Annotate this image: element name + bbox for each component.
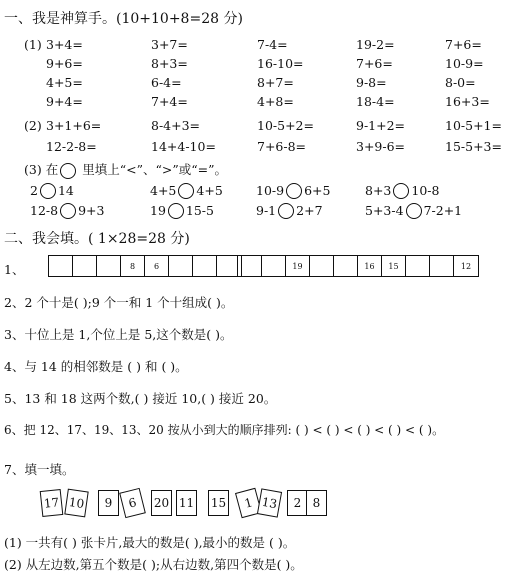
circle-icon [60, 163, 76, 179]
compare-right: 2+7 [296, 203, 323, 218]
part3-instr-after: 里填上“<”、“>”或“=”。 [82, 162, 227, 177]
problem-cell: 3+1+6= [46, 118, 102, 133]
compare-right: 6+5 [304, 183, 331, 198]
problem-cell: 9+4= [46, 94, 83, 109]
problem-cell: 15-5+3= [445, 139, 502, 154]
strip-cell[interactable] [310, 256, 334, 276]
problem-cell: 10-5+2= [257, 118, 314, 133]
part3-instruction [24, 160, 227, 179]
q7-sub1: (1) 一共有( ) 张卡片,最大的数是( ),最小的数是 ( )。 [4, 535, 296, 550]
strip-cell[interactable]: 6 [145, 256, 169, 276]
problem-cell: 7+4= [151, 94, 188, 109]
problem-cell: 8-4+3= [151, 118, 201, 133]
compare-item [256, 202, 323, 219]
strip-cell[interactable] [262, 256, 286, 276]
problem-cell: 9-1+2= [356, 118, 406, 133]
problem-cell: 7-4= [257, 37, 288, 52]
answer-circle[interactable] [406, 203, 422, 219]
part3-instr-before: 在 [45, 162, 59, 177]
number-card: 10 [64, 489, 88, 518]
problem-cell: 6-4= [151, 75, 182, 90]
strip-cell[interactable]: 19 [286, 256, 310, 276]
problem-cell: 9-8= [356, 75, 387, 90]
problem-cell: 4+8= [257, 94, 294, 109]
q4-text: 4、与 14 的相邻数是 ( ) 和 ( )。 [4, 359, 188, 374]
problem-cell: 7+6= [445, 37, 482, 52]
answer-circle[interactable] [60, 203, 76, 219]
strip-cell[interactable] [238, 256, 262, 276]
strip-cell[interactable]: 16 [358, 256, 382, 276]
number-card: 17 [40, 489, 64, 517]
problem-cell: 12-2-8= [46, 139, 97, 154]
problem-cell: 16+3= [445, 94, 490, 109]
answer-circle[interactable] [178, 183, 194, 199]
problem-cell: 3+7= [151, 37, 188, 52]
part1-label: (1) [24, 37, 42, 52]
number-card: 2 [287, 490, 308, 516]
answer-circle[interactable] [168, 203, 184, 219]
q7-title: 7、填一填。 [4, 462, 75, 477]
answer-circle[interactable] [286, 183, 302, 199]
problem-cell: 3+9-6= [356, 139, 406, 154]
number-strip-b [237, 255, 479, 277]
problem-cell: 19-2= [356, 37, 395, 52]
number-card: 6 [119, 488, 146, 518]
compare-item [30, 182, 74, 199]
strip-cell[interactable] [169, 256, 193, 276]
q7-sub2: (2) 从左边数,第五个数是( );从右边数,第四个数是( )。 [4, 557, 303, 572]
problem-cell: 18-4= [356, 94, 395, 109]
number-card: 15 [208, 490, 229, 516]
compare-left: 9-1 [256, 203, 277, 218]
problem-cell: 10-5+1= [445, 118, 502, 133]
compare-right: 9+3 [78, 203, 105, 218]
answer-circle[interactable] [393, 183, 409, 199]
compare-item [150, 182, 223, 199]
part2-label: (2) [24, 118, 42, 133]
strip-cell[interactable]: 8 [121, 256, 145, 276]
compare-left: 2 [30, 183, 38, 198]
compare-left: 8+3 [365, 183, 392, 198]
compare-left: 10-9 [256, 183, 285, 198]
compare-left: 12-8 [30, 203, 59, 218]
q2-text: 2、2 个十是( );9 个一和 1 个十组成( )。 [4, 295, 234, 310]
strip-cell[interactable]: 12 [460, 261, 472, 271]
compare-right: 14 [57, 183, 74, 198]
strip-cell[interactable] [73, 256, 97, 276]
strip-cell[interactable] [49, 256, 73, 276]
strip-cell[interactable] [334, 256, 358, 276]
section1-title: 一、我是神算手。(10+10+8=28 分) [4, 11, 243, 27]
problem-cell: 8+3= [151, 56, 188, 71]
strip-cell[interactable] [430, 256, 454, 276]
strip-cell[interactable] [97, 256, 121, 276]
number-strip-a [48, 255, 242, 277]
compare-item [365, 182, 439, 199]
compare-right: 10-8 [411, 183, 440, 198]
q3-text: 3、十位上是 1,个位上是 5,这个数是( )。 [4, 327, 233, 342]
problem-cell: 16-10= [257, 56, 304, 71]
problem-cell: 3+4= [46, 37, 83, 52]
answer-circle[interactable] [40, 183, 56, 199]
compare-right: 4+5 [196, 183, 223, 198]
q6-text: 6、把 12、17、19、13、20 按从小到大的顺序排列: ( ) < ( ) < ( ) < ( ) < ( )。 [4, 423, 445, 437]
problem-cell: 4+5= [46, 75, 83, 90]
problem-cell: 9+6= [46, 56, 83, 71]
problem-cell: 8+7= [257, 75, 294, 90]
number-card: 1 [235, 488, 262, 519]
compare-item [150, 202, 214, 219]
number-card: 13 [257, 488, 282, 517]
compare-left: 19 [150, 203, 166, 218]
compare-right: 15-5 [185, 203, 214, 218]
number-card: 9 [98, 490, 119, 516]
q1-label: 1、 [4, 262, 25, 277]
strip-cell[interactable]: 15 [382, 256, 406, 276]
problem-cell: 7+6= [356, 56, 393, 71]
strip-cell[interactable] [406, 256, 430, 276]
number-card: 11 [176, 490, 197, 516]
compare-left: 5+3-4 [365, 203, 404, 218]
compare-item [30, 202, 104, 219]
number-card: 8 [306, 490, 327, 516]
problem-cell: 7+6-8= [257, 139, 307, 154]
number-card: 20 [151, 490, 172, 516]
compare-left: 4+5 [150, 183, 177, 198]
problem-cell: 14+4-10= [151, 139, 216, 154]
compare-item [256, 182, 330, 199]
problem-cell: 10-9= [445, 56, 484, 71]
q5-text: 5、13 和 18 这两个数,( ) 接近 10,( ) 接近 20。 [4, 391, 277, 406]
compare-right: 7-2+1 [423, 203, 463, 218]
problem-cell: 8-0= [445, 75, 476, 90]
strip-cell[interactable] [193, 256, 217, 276]
answer-circle[interactable] [278, 203, 294, 219]
section2-title: 二、我会填。( 1×28=28 分) [4, 231, 190, 247]
compare-item [365, 202, 462, 219]
part3-label: (3) [24, 162, 42, 177]
